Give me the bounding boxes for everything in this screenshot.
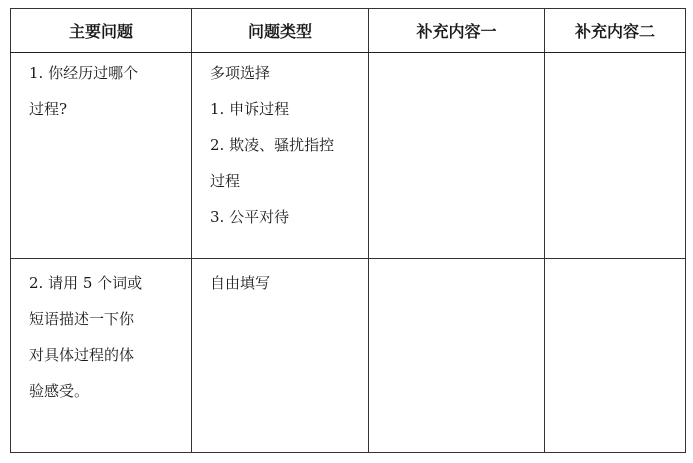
question-text-line: 短语描述一下你 [29,310,135,328]
question-type-cell [192,53,369,259]
survey-question-table [10,8,686,453]
supplement-1-cell [369,259,545,453]
question-type-line: 2. 欺凌、骚扰指控 [210,136,335,154]
question-text-line: 验感受。 [29,382,90,400]
header-supplement-2: 补充内容二 [545,9,686,53]
question-type-line: 1. 申诉过程 [210,100,290,118]
header-supplement-1: 补充内容一 [369,9,545,53]
header-question-type: 问题类型 [192,9,369,53]
question-text-line: 过程? [29,100,68,118]
question-type-line: 多项选择 [210,64,271,82]
question-type-cell [192,259,369,453]
question-type-line: 自由填写 [210,274,271,292]
question-text-line: 1. 你经历过哪个 [29,64,139,82]
table-header-row [11,9,686,53]
question-text-line: 对具体过程的体 [29,346,135,364]
header-main-question: 主要问题 [11,9,192,53]
question-type-line: 过程 [210,172,241,190]
table-row [11,53,686,259]
supplement-2-cell [545,53,686,259]
question-text-line: 2. 请用 5 个词或 [29,274,143,292]
question-type-line: 3. 公平对待 [210,208,290,226]
question-cell [11,53,192,259]
supplement-1-cell [369,53,545,259]
table-row [11,259,686,453]
question-cell [11,259,192,453]
supplement-2-cell [545,259,686,453]
